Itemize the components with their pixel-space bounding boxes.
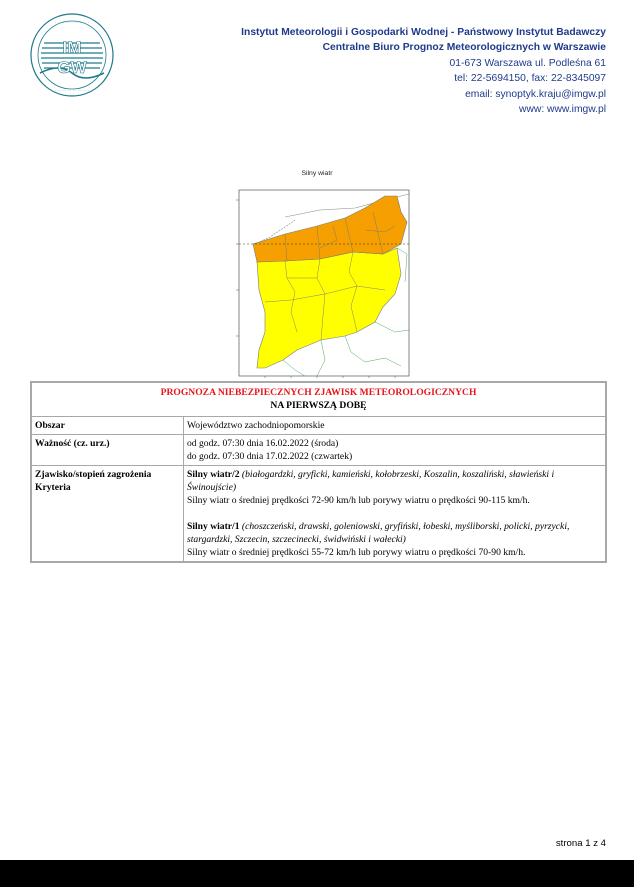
warning-criteria: Silny wiatr o średniej prędkości 55-72 km/h lub porywy wiatru o prędkości 70-90 km/h. [187,547,526,558]
header-office: Centralne Biuro Prognoz Meteorologicznych w Warszawie [322,42,606,54]
forecast-title: PROGNOZA NIEBEZPIECZNYCH ZJAWISK METEOROLOGICZNYCH [160,387,477,398]
table-row-hazard [31,466,606,563]
warning-name: Silny wiatr/2 [187,469,240,480]
validity-from: od godz. 07:30 dnia 16.02.2022 (środa) [187,438,339,449]
imgw-logo [30,13,114,97]
warning-map [225,182,415,378]
logo-text-top: IM [62,38,82,57]
warning-level-2 [187,468,602,507]
warning-counties: (białogardzki, gryficki, kamieński, kołobrzeski, Koszalin, koszaliński, sławieński i Świnoujście) [187,469,555,493]
hazard-details [184,466,607,563]
area-label: Obszar [31,417,184,435]
header-address: 01-673 Warszawa ul. Podleśna 61 [449,57,606,69]
header-institute: Instytut Meteorologii i Gospodarki Wodnej - Państwowy Instytut Badawczy [241,27,606,38]
warning-counties: (choszczeński, drawski, goleniowski, gryfiński, łobeski, myśliborski, policki, pyrzycki, stargardzki, Szczecin, szczecinecki, świdwiński i wałecki) [187,521,570,545]
svg-text:· · · · · · · · · · · · · ·: · · · · · · · · · · · · · · [54,20,90,25]
svg-text:· · · · · · · · · · · · · ·: · · · · · · · · · · · · · · [54,88,90,93]
table-row-area [31,417,606,435]
header-email: email: synoptyk.kraju@imgw.pl [465,88,606,100]
warning-level-1 [187,520,602,559]
validity-to: do godz. 07:30 dnia 17.02.2022 (czwartek) [187,451,353,462]
forecast-table [30,381,607,563]
criteria-label: Kryteria [35,482,71,493]
header-www: www: www.imgw.pl [519,104,606,116]
validity-label: Ważność (cz. urz.) [31,435,184,466]
area-value: Województwo zachodniopomorskie [184,417,607,435]
map-title: Silny wiatr [301,170,333,177]
institution-header [241,25,606,117]
header-phone: tel: 22-5694150, fax: 22-8345097 [454,73,606,85]
table-row-validity [31,435,606,466]
viewer-bottom-bar [0,860,634,887]
warning-name: Silny wiatr/1 [187,521,240,532]
logo-text-bottom: GW [57,58,87,77]
page-number: strona 1 z 4 [555,838,606,849]
forecast-subtitle: NA PIERWSZĄ DOBĘ [270,400,367,411]
table-title-row [31,382,606,417]
hazard-label: Zjawisko/stopień zagrożenia [35,469,152,480]
warning-criteria: Silny wiatr o średniej prędkości 72-90 km/h lub porywy wiatru o prędkości 90-115 km/h. [187,495,530,506]
